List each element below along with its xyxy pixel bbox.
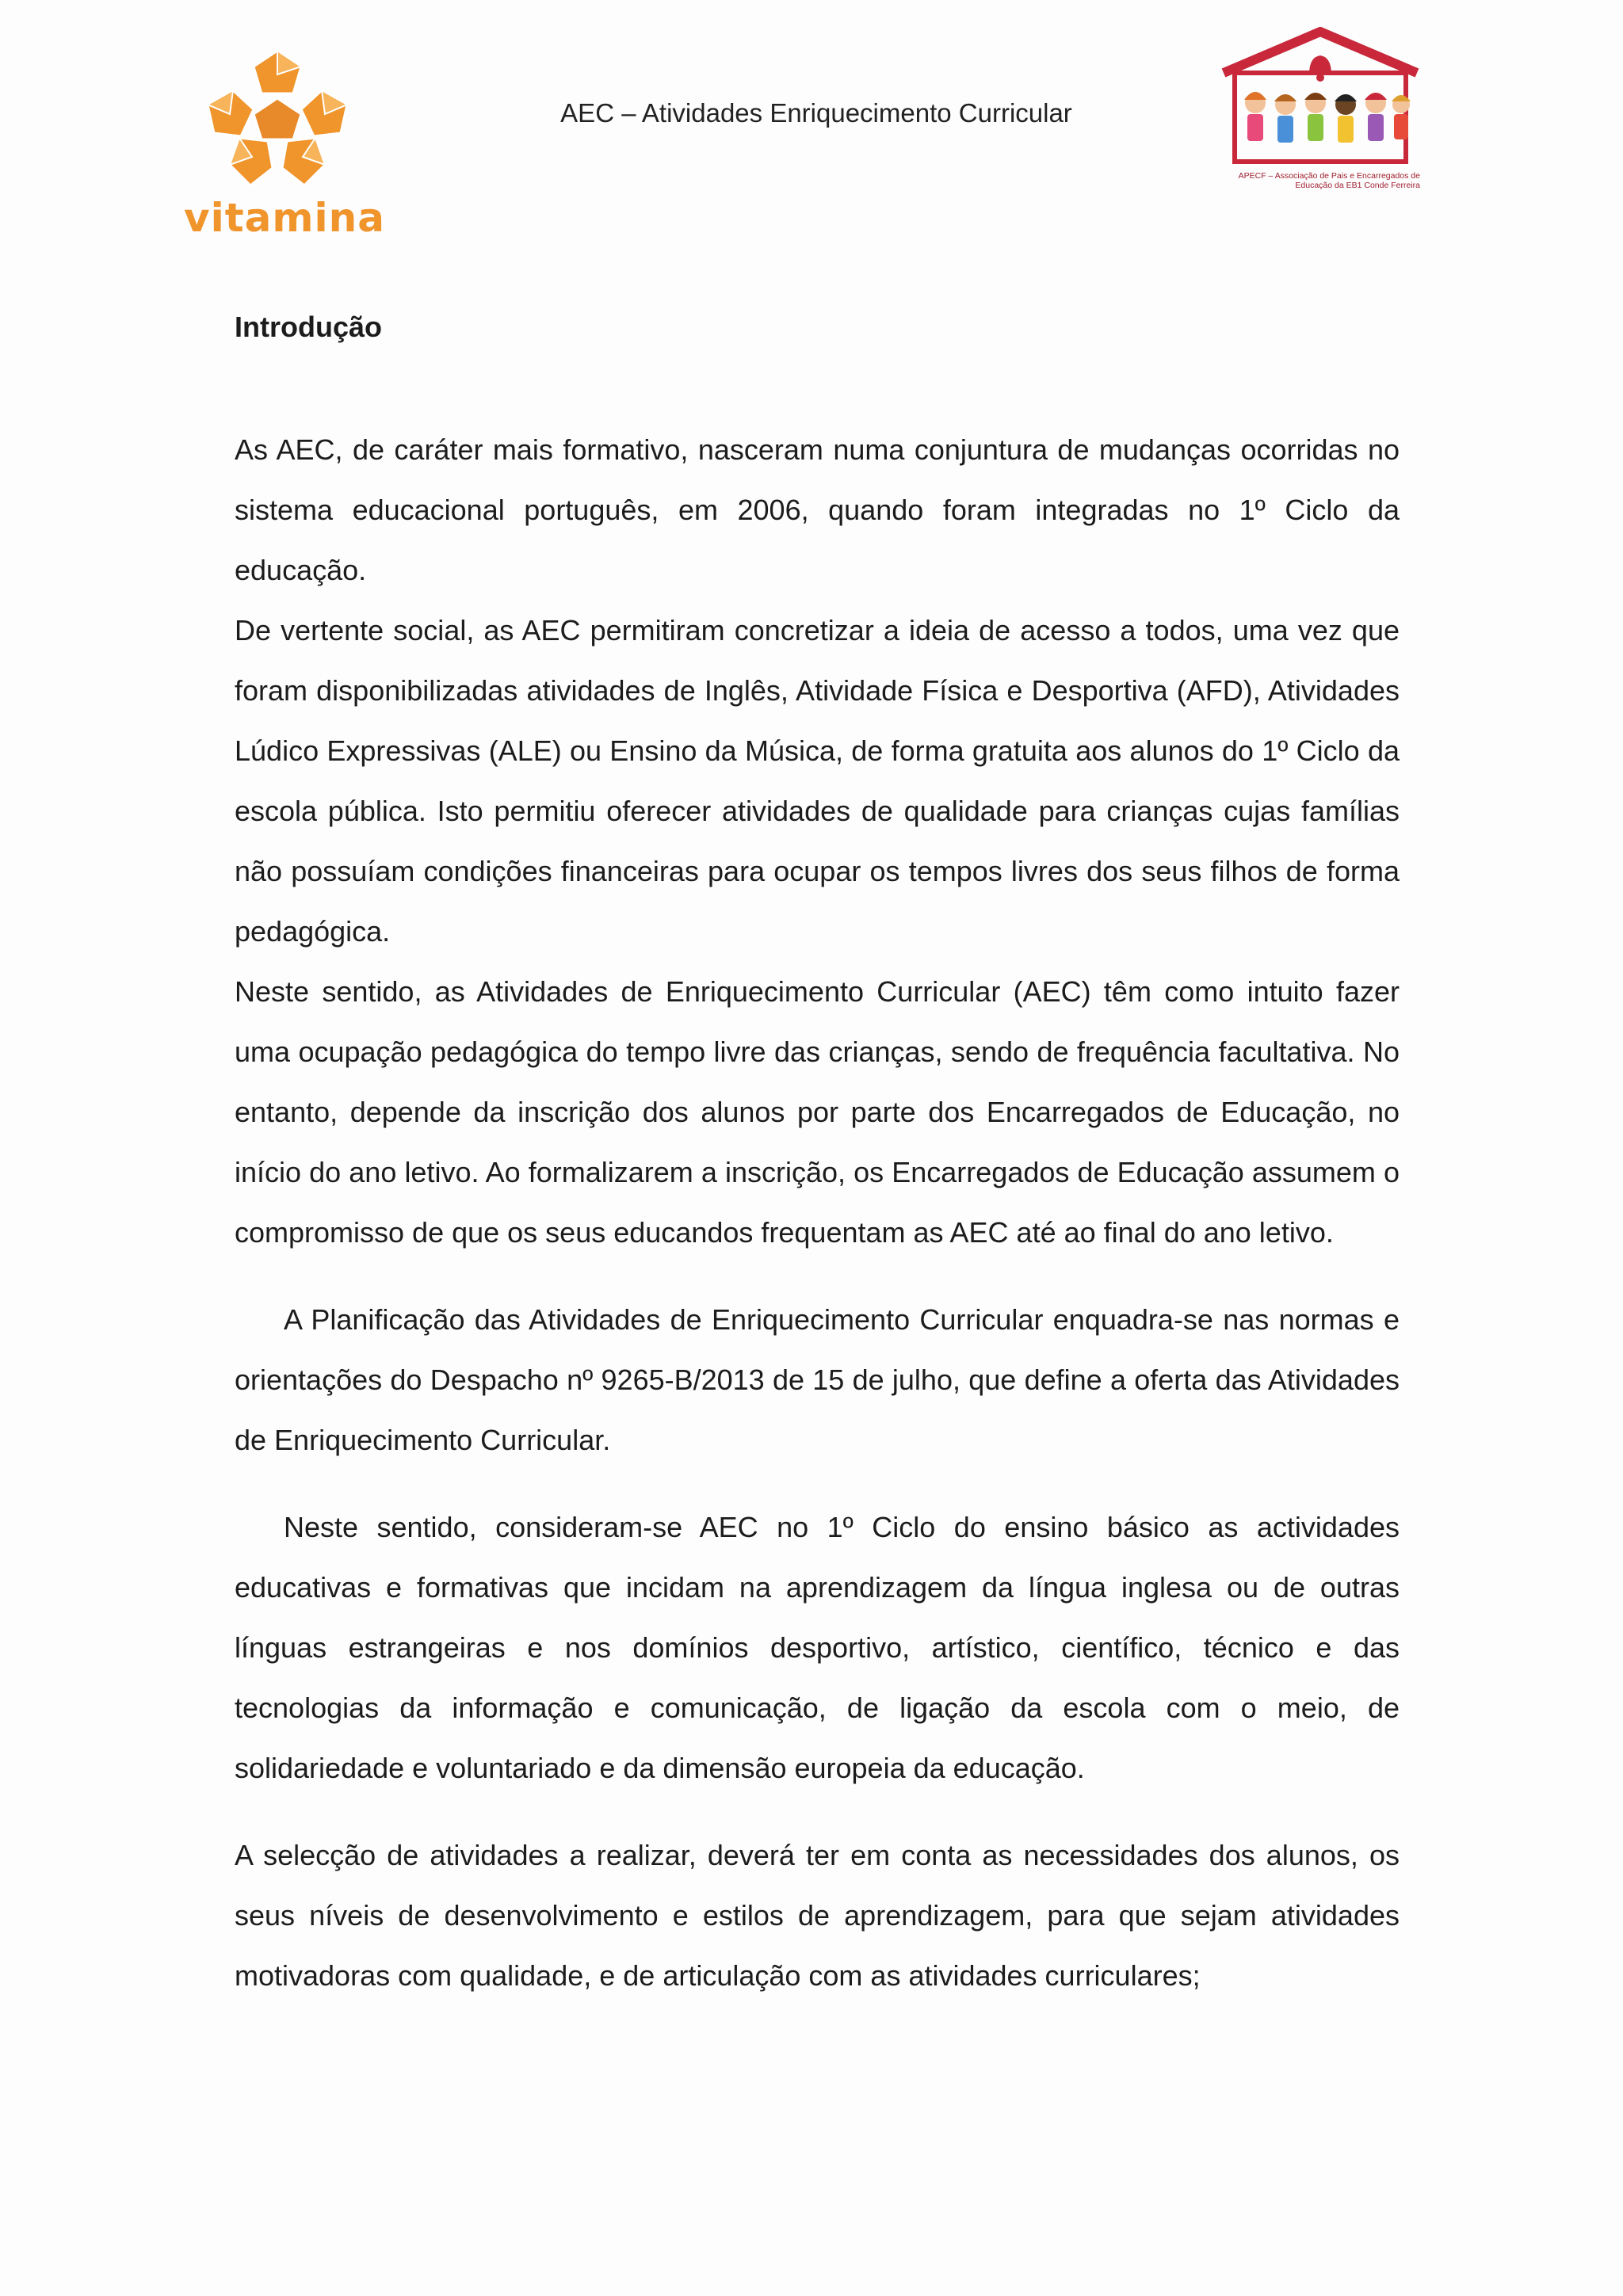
section-heading: Introdução [235, 311, 382, 343]
paragraph-1: As AEC, de caráter mais formativo, nasceram numa conjuntura de mudanças ocorridas no sistema educacional português, em 2006, quando foram integradas no 1º Ciclo da educação. [235, 433, 1400, 586]
paragraph-2: De vertente social, as AEC permitiram concretizar a ideia de acesso a todos, uma vez que foram disponibilizadas atividades de Inglês, Atividade Física e Desportiva (AFD), Atividades Lúdico Expressivas (ALE) ou Ensino da Música, de forma gratuita aos alunos do 1º Ciclo da escola pública. Isto permitiu oferecer atividades de qualidade para crianças cujas famílias não possuíam condições financeiras para ocupar os tempos livres dos seus filhos de forma pedagógica. [235, 614, 1400, 948]
school-house-icon [1220, 27, 1420, 170]
vitamina-flower-icon [184, 46, 371, 196]
document-body [235, 311, 1400, 2006]
bell-icon [1309, 55, 1331, 74]
children-icon [1244, 92, 1411, 143]
vitamina-logo [184, 46, 385, 244]
paragraph-4: A Planificação das Atividades de Enriquecimento Curricular enquadra-se nas normas e orientações do Despacho nº 9265-B/2013 de 15 de julho, que define a oferta das Atividades de Enriquecimento Curricular. [235, 1303, 1400, 1456]
paragraph-5: Neste sentido, consideram-se AEC no 1º Ciclo do ensino básico as actividades educativas e formativas que incidam na aprendizagem da língua inglesa ou de outras línguas estrangeiras e nos domínios desportivo, artístico, científico, técnico e das tecnologias da informação e comunicação, de ligação da escola com o meio, de solidariedade e voluntariado e da dimensão europeia da educação. [235, 1511, 1400, 1784]
header-title: AEC – Atividades Enriquecimento Curricular [560, 98, 1072, 128]
paragraph-6: A selecção de atividades a realizar, deverá ter em conta as necessidades dos alunos, os seus níveis de desenvolvimento e estilos de aprendizagem, para que sejam atividades motivadoras com qualidade, e de articulação com as atividades curriculares; [235, 1839, 1400, 1992]
paragraph-3: Neste sentido, as Atividades de Enriquecimento Curricular (AEC) têm como intuito fazer uma ocupação pedagógica do tempo livre das crianças, sendo de frequência facultativa. No entanto, depende da inscrição dos alunos por parte dos Encarregados de Educação, no início do ano letivo. Ao formalizarem a inscrição, os Encarregados de Educação assumem o compromisso de que os seus educandos frequentam as AEC até ao final do ano letivo. [235, 975, 1400, 1249]
vitamina-wordmark: vitamina [184, 195, 385, 241]
apecf-caption: APECF – Associação de Pais e Encarregados de Educação da EB1 Conde Ferreira [1238, 171, 1420, 190]
apecf-logo [1220, 27, 1420, 198]
